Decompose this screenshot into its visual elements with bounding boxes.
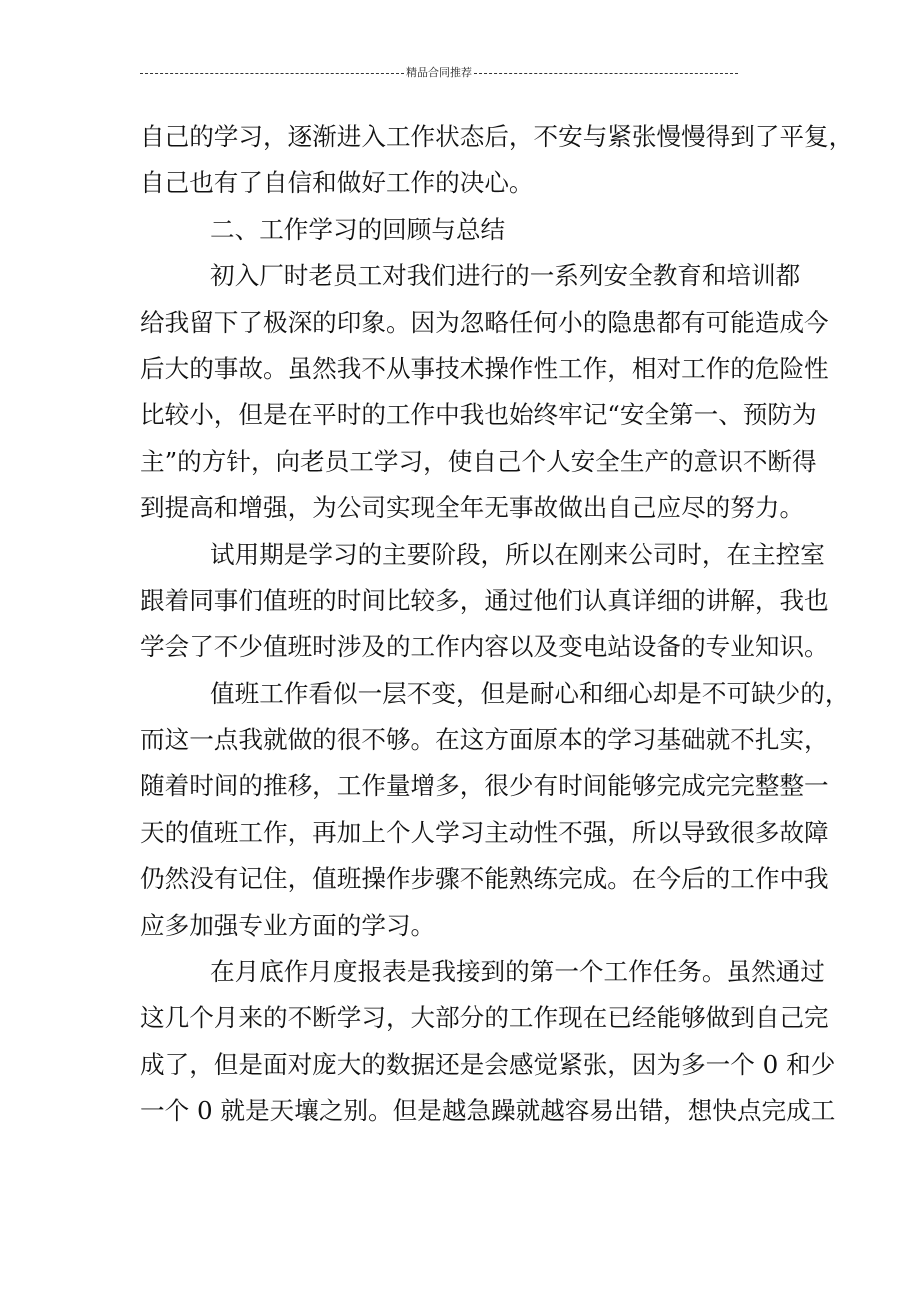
text-line: 给我留下了极深的印象。因为忽略任何小的隐患都有可能造成今 (140, 307, 829, 337)
text-line: 应多加强专业方面的学习。 (140, 910, 436, 940)
text-line: 仍然没有记住，值班操作步骤不能熟练完成。在今后的工作中我 (140, 864, 829, 894)
text-line: 学会了不少值班时涉及的工作内容以及变电站设备的专业知识。 (140, 632, 829, 662)
header-rule-left (140, 73, 404, 74)
text-line: 天的值班工作，再加上个人学习主动性不强，所以导致很多故障 (140, 817, 829, 847)
text-line: 初入厂时老员工对我们进行的一系列安全教育和培训都 (210, 261, 801, 291)
text-line: 在月底作月度报表是我接到的第一个工作任务。虽然通过 (210, 957, 825, 987)
section-heading: 二、工作学习的回顾与总结 (210, 214, 506, 244)
text-line: 一个 0 就是天壤之别。但是越急躁就越容易出错，想快点完成工 (140, 1096, 836, 1126)
text-line: 值班工作看似一层不变，但是耐心和细心却是不可缺少的， (210, 678, 850, 708)
text-line: 比较小，但是在平时的工作中我也始终牢记“安全第一、预防为 (140, 400, 817, 430)
text-line: 自己也有了自信和做好工作的决心。 (140, 168, 534, 198)
text-line: 自己的学习，逐渐进入工作状态后，不安与紧张慢慢得到了平复， (140, 122, 854, 151)
header-label: 精品合同推荐 (406, 66, 472, 79)
text-line: 随着时间的推移，工作量增多，很少有时间能够完成完完整整一 (140, 771, 829, 801)
text-line: 而这一点我就做的很不够。在这方面原本的学习基础就不扎实， (140, 725, 829, 755)
text-line: 这几个月来的不断学习，大部分的工作现在已经能够做到自己完 (140, 1003, 829, 1033)
document-body (140, 114, 854, 1135)
header-rule-right (474, 73, 738, 74)
text-line: 后大的事故。虽然我不从事技术操作性工作，相对工作的危险性 (140, 353, 829, 383)
text-line: 主”的方针，向老员工学习，使自己个人安全生产的意识不断得 (140, 446, 817, 476)
text-line: 成了，但是面对庞大的数据还是会感觉紧张，因为多一个 0 和少 (140, 1049, 836, 1079)
text-line: 到提高和增强，为公司实现全年无事故做出自己应尽的努力。 (140, 493, 805, 523)
page-header (140, 66, 738, 80)
text-line: 试用期是学习的主要阶段，所以在刚来公司时，在主控室 (210, 539, 825, 569)
text-line: 跟着同事们值班的时间比较多，通过他们认真详细的讲解，我也 (140, 585, 829, 615)
